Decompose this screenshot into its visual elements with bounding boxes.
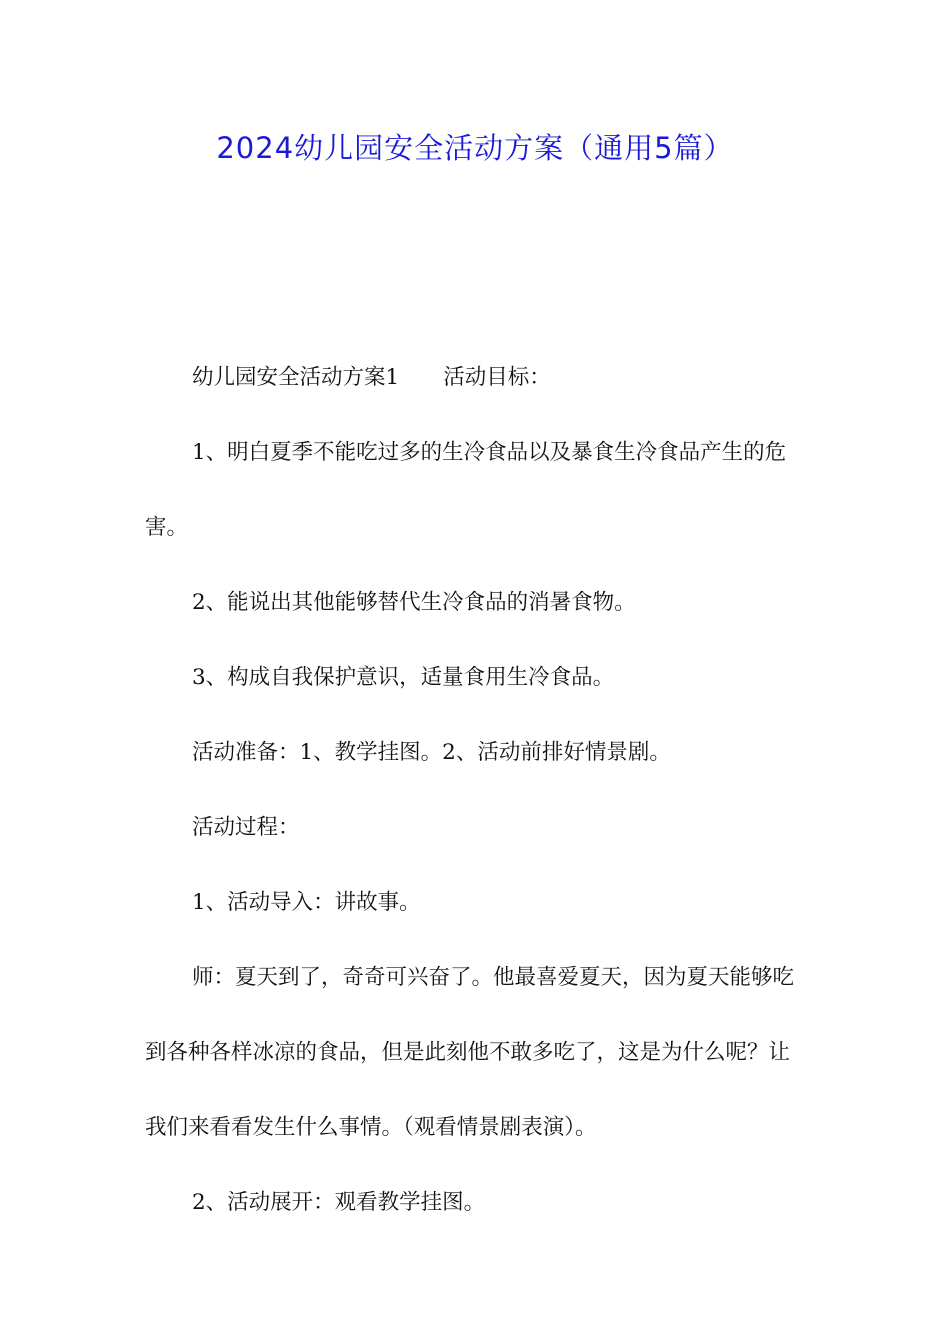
paragraph-teacher-story: 师：夏天到了，奇奇可兴奋了。他最喜爱夏天，因为夏天能够吃到各种各样冰凉的食品，但是此刻他不敢多吃了，这是为什么呢？让我们来看看发生什么事情。（观看情景剧表演）。 (145, 965, 795, 1140)
paragraph-goal-2: 2、能说出其他能够替代生冷食品的消暑食物。 (192, 590, 636, 615)
section-subtitle: 活动目标： (443, 365, 551, 390)
paragraph-process-heading: 活动过程： (192, 815, 300, 840)
paragraph-goal-1: 1、明白夏季不能吃过多的生冷食品以及暴食生冷食品产生的危害。 (145, 440, 787, 540)
paragraph-process-step-1: 1、活动导入：讲故事。 (192, 890, 421, 915)
section-heading (145, 340, 810, 415)
section-title: 幼儿园安全活动方案1 (192, 365, 400, 390)
paragraph-preparation: 活动准备：1、教学挂图。2、活动前排好情景剧。 (192, 740, 671, 765)
paragraph-process-step-2: 2、活动展开：观看教学挂图。 (192, 1190, 486, 1215)
paragraph-goal-3: 3、构成自我保护意识，适量食用生冷食品。 (192, 665, 615, 690)
document-title: 2024幼儿园安全活动方案（通用5篇） (216, 131, 734, 165)
document-body (145, 340, 810, 1240)
